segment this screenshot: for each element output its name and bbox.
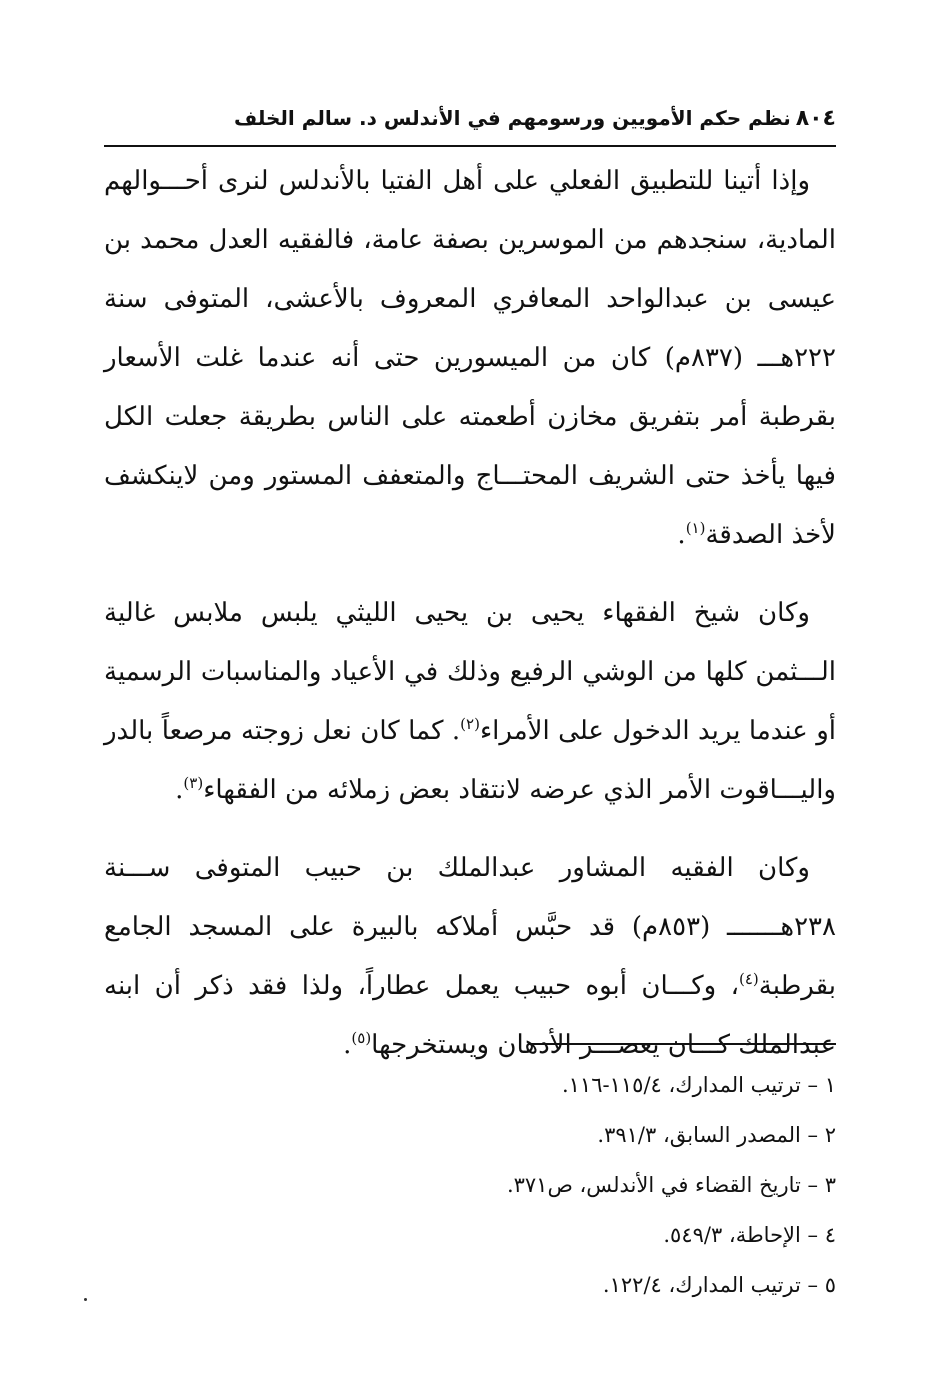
running-title: نظم حكم الأمويين ورسومهم في الأندلس د. سالم الخلف [234, 106, 791, 130]
footnote: ١ – ترتيب المدارك، ١١٥/٤-١١٦. [561, 1073, 836, 1097]
footnote-separator [528, 1043, 836, 1045]
footnote: ٣ – تاريخ القضاء في الأندلس، ص٣٧١. [506, 1173, 836, 1197]
paragraph-text: . كما كان نعل زوجته مرصعاً بالدر واليـــاقوت الأمر الذي عرضه لانتقاد بعض زملائه من الفقهاء [104, 716, 836, 805]
scan-speck [84, 1298, 87, 1301]
footnote: ٤ – الإحاطة، ٥٤٩/٣. [663, 1223, 836, 1247]
footnote: ٥ – ترتيب المدارك، ١٢٢/٤. [602, 1273, 836, 1297]
page-header [104, 102, 836, 142]
footnote-reference: (٢) [460, 715, 480, 733]
footnotes [104, 1060, 836, 1310]
footnote-reference: (٥) [351, 1029, 372, 1047]
paragraph-text: وكان شيخ الفقهاء يحيى بن يحيى الليثي يلبس ملابس غالية الـــثمن كلها من الوشي الرفيع وذلك في الأعياد والمناسبات الرسمية أو عندما يريد الدخول على الأمراء [104, 598, 836, 746]
paragraph-text: وإذا أتينا للتطبيق الفعلي على أهل الفتيا بالأندلس لنرى أحـــوالهم المادية، سنجدهم من الموسرين بصفة عامة، فالفقيه العدل محمد بن عيسى بن عبدالواحد المعافري المعروف بالأعشى، المتوفى سنة ٢٢٢هـــ (٨٣٧م) كان من الميسورين حتى أنه عندما غلت الأسعار بقرطبة أمر بتفريق مخازن أطعمته على الناس بطريقة جعلت الكل فيها يأخذ حتى الشريف المحتـــاج والمتعفف المستور ومن لاينكشف لأخذ الصدقة [104, 166, 836, 550]
paragraph [104, 839, 836, 1075]
header-rule [104, 145, 836, 147]
body-text [104, 152, 836, 1094]
paragraph-text: ، وكـــان أبوه حبيب يعمل عطاراً، ولذا فقد ذكر أن ابنه عبدالملك كـــان يعصـــر الأدهان ويستخرجها [104, 971, 836, 1060]
paragraph-text: وكان الفقيه المشاور عبدالملك بن حبيب المتوفى ســـنة ٢٣٨هـــــــ (٨٥٣م) قد حبَّس أملاكه بالبيرة على المسجد الجامع بقرطبة [104, 853, 836, 1001]
paragraph-text: . [175, 775, 184, 805]
paragraph [104, 584, 836, 820]
footnote-reference: (٣) [183, 774, 204, 792]
paragraph-text: . [677, 520, 686, 550]
paragraph [104, 152, 836, 565]
page-number: ٨٠٤ [795, 106, 836, 131]
footnote-reference: (٤) [739, 970, 759, 988]
paragraph-text: . [343, 1030, 352, 1060]
footnote-reference: (١) [685, 519, 706, 537]
footnote: ٢ – المصدر السابق، ٣٩١/٣. [597, 1123, 836, 1147]
